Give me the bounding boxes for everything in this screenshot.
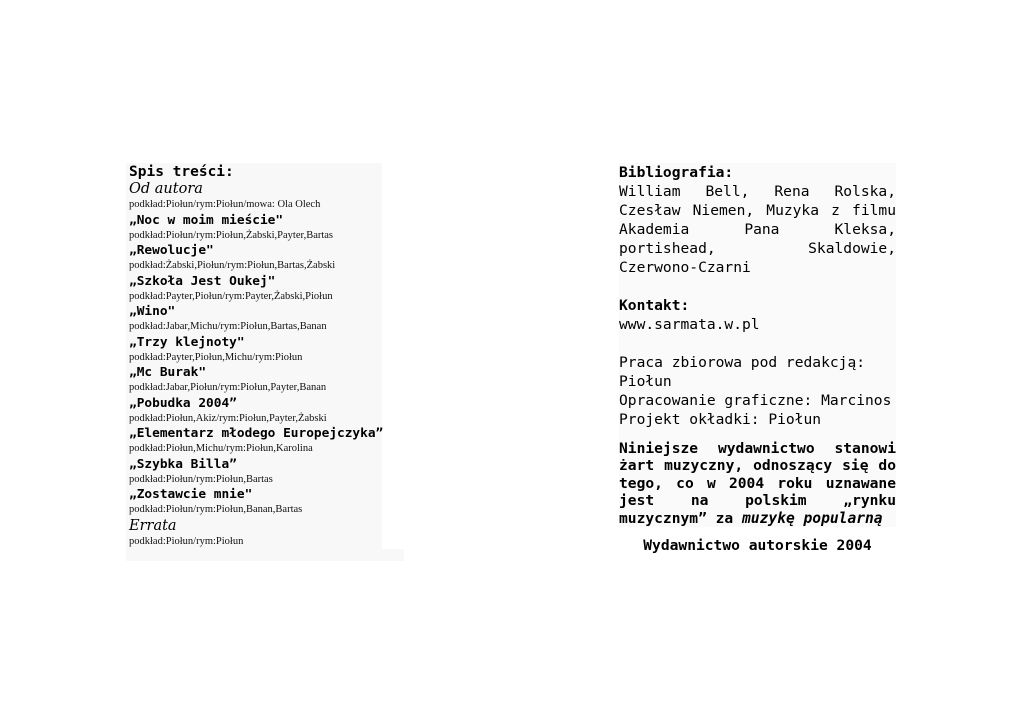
credits-editor: Praca zbiorowa pod redakcją: Piołun (619, 354, 866, 390)
toc-entry-credits: podkład:Piołun/rym:Piołun,Żabski,Payter,Bartas (129, 229, 334, 241)
toc-entry-credits: podkład:Piołun/rym:Piołun (129, 535, 244, 547)
contact-url: www.sarmata.w.pl (619, 316, 760, 333)
toc-entry-credits: podkład:Payter,Piołun,Michu/rym:Piołun (129, 351, 303, 363)
toc-entry-credits: podkład:Piołun,Michu/rym:Piołun,Karolina (129, 443, 313, 454)
toc-entry-title: „Szkoła Jest Oukej" (129, 273, 276, 289)
toc-entry-title: „Szybka Billa” (129, 456, 237, 472)
toc-entry-credits: podkład:Piołun/rym:Piołun,Bartas (129, 473, 273, 485)
toc-entry-title: „Rewolucje" (129, 243, 214, 258)
bibliography-text: William Bell, Rena Rolska, Czesław Niemen, Muzyka z filmu Akademia Pana Kleksa, portishead, Skaldowie, Czerwono-Czarni (619, 183, 896, 276)
toc-entry-title: „Pobudka 2004” (129, 395, 237, 411)
disclaimer-notice (619, 440, 896, 527)
toc-entry-credits: podkład:Żabski,Piołun/rym:Piołun,Bartas,Żabski (129, 260, 336, 271)
toc-entry-credits: podkład:Piołun,Akiz/rym:Piołun,Payter,Żabski (129, 412, 327, 424)
credits-cover: Projekt okładki: Piołun (619, 411, 822, 428)
toc-entry-title: Errata (129, 517, 177, 534)
colophon (619, 163, 896, 527)
toc-entry-title: „Elementarz młodego Europejczyka” (129, 426, 384, 441)
toc-background-strip (126, 549, 404, 561)
bibliography-heading: Bibliografia: (619, 164, 734, 181)
toc-entry-title: „Mc Burak" (129, 365, 207, 380)
toc-entry-title: Od autora (129, 181, 203, 197)
toc-entry-title: „Zostawcie mnie" (129, 487, 253, 502)
table-of-contents (126, 163, 382, 549)
toc-entry-credits: podkład:Jabar,Piołun/rym:Piołun,Payter,Banan (129, 382, 327, 393)
toc-entry-title: „Noc w moim mieście" (129, 212, 284, 228)
toc-entry-credits: podkład:Jabar,Michu/rym:Piołun,Bartas,Banan (129, 321, 327, 332)
toc-title: Spis treści: (129, 164, 234, 180)
disclaimer-text: Niniejsze wydawnictwo stanowi żart muzyczny, odnoszący się do tego, co w 2004 roku uznawane jest na polskim „rynku muzycznym” za (619, 440, 896, 527)
contact-heading: Kontakt: (619, 297, 690, 314)
disclaimer-emphasis: muzykę popularną (742, 509, 883, 527)
toc-entry-title: „Trzy klejnoty" (129, 334, 245, 350)
toc-entry-credits: podkład:Payter,Piołun/rym:Payter,Żabski,Piołun (129, 290, 333, 302)
toc-entry-credits: podkład:Piołun/rym:Piołun,Banan,Bartas (129, 504, 303, 515)
toc-entry-title: „Wino" (129, 304, 176, 319)
credits-graphics: Opracowanie graficzne: Marcinos (619, 392, 892, 409)
toc-entry-credits: podkład:Piołun/rym:Piołun/mowa: Ola Olech (129, 199, 321, 210)
publisher-line: Wydawnictwo autorskie 2004 (643, 537, 872, 554)
